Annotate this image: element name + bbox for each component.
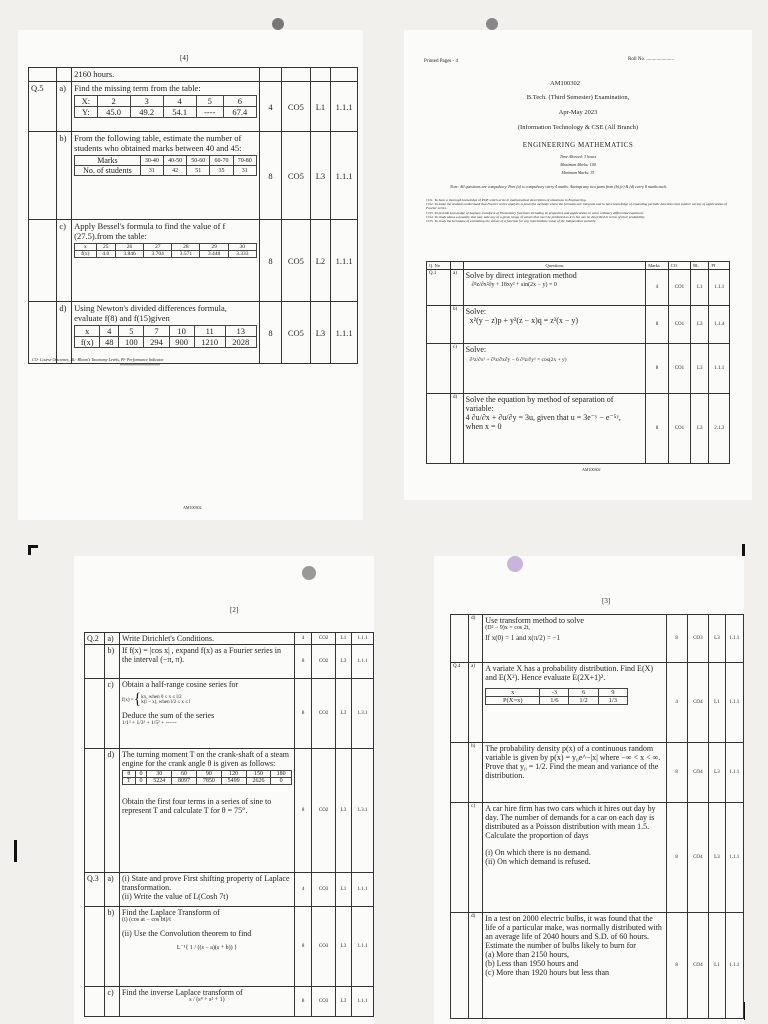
session: Apr-May 2023 — [558, 109, 598, 116]
equation: x²(y − z)p + y²(z − x)q = z²(x − y) — [469, 316, 579, 325]
question-table: 2160 hours. Q.5 a) Find the missing term from the table: X: 2 3 4 5 6 Y: 45.0 49.2 54.1 ---- 67.4 4 CO5 L1 1.1.1 b) From the following table, estimate the number of students who obtained marks between 40 and 45: Marks 30-40 40-50 50-60 60-70 70-80 No. of students 31 42 51 35 31 8 CO5 L3 1.1.1 c) Apply Bessel's formula to find the value of f (27.5).from the table: x 25 26 27 28 29 30 f(x) 4.0 3.846 3.704 3.571 3.448 3.333 8 CO5 L2 1.1.1 d) Using Newton's divided differences formula, evaluate f(8) and f(15)given x 4 5 7 10 11 13 f(x) 48 100 294 900 1210 2028 8 CO5 L3 1.1.1 — [28, 67, 358, 364]
data-table: Marks 30-40 40-50 50-60 60-70 70-80 No. of students 31 42 51 35 31 — [74, 155, 257, 176]
equation: (D² − 9)x = cos 2t, — [485, 625, 530, 631]
data-table: θ 0 30 60 90 120 150 180 T 0 5224 8097 7850 5499 2626 0 — [122, 770, 292, 785]
footnote: CO- Course Outcomes, BL- Bloom's Taxonomy Levels, PI- Performance Indicator — [32, 357, 164, 362]
branch: (Information Technology & CSE (All Branch) — [517, 124, 639, 131]
data-table: x 4 5 7 10 11 13 f(x) 48 100 294 900 1210 2028 — [74, 325, 257, 348]
question-table: Q. No Questions Marks CO BL PI Q.1 a) Solve by direct integration method ∂²z/∂x²∂y + 18xy² + sin(2x − y) = 0 4 CO1 L1 1.1.1 b) Solve: x²(y − z)p + y²(z − x)q = z²(x − y) 8 CO1 L3 1.1.4 c) Solve: ∂²z/∂x² + ∂²z/∂x∂y − 6 ∂²z/∂y² = cos(2x + y) 8 CO1 L3 1.1.1 d) Solve the equation by method of separation of variable: 4 ∂u/∂x + ∂u/∂y = 3u, given that u = 3e⁻ʸ − e⁻⁵ʸ, when x = 0 8 CO1 L3 2.1.3 — [426, 261, 730, 464]
hours-line: 2160 hours. — [72, 68, 260, 82]
punch-hole — [507, 556, 523, 572]
equation: ∂²z/∂x² + ∂²z/∂x∂y − 6 ∂²z/∂y² = cos(2x + y) — [469, 357, 567, 363]
page-number: [3] — [602, 597, 611, 605]
question-text: Find the missing term from the table: — [74, 83, 201, 93]
crop-mark — [742, 544, 745, 556]
question-table: d) Use transform method to solve (D² − 9)x = cos 2t, If x(0) = 1 and x(π/2) = −1 8 CO3 L3 1.1.1 Q.4 a) A variate X has a probability distribution. Find E(X) and E(X²). Hence evaluate E(2X+1)². x -3 6 9 P(X=x) 1/6 1/2 1/3 4 CO4 L1 1.1.1 b) The probability density p(x) of a continuous random variable is given by p(x) = y₀e^−|x| where −∞ < x < ∞. Prove that y₀ = 1/2. Find the mean and variance of the distribution. 8 CO4 L3 1.1.1 c) A car hire firm has two cars which it hires out day by day. The number of demands for a car on each day is distributed as a Poisson distribution with mean 1.5. Calculate the proportion of days (i) On which there is no demand. (ii) On which demand is refused. 8 CO4 L3 1.1.1 d) In a test on 2000 electric bulbs, it was found that the life of a particular make, was normally distributed with an average life of 2040 hours and S.D. of 60 hours. Estimate the number of bulbs likely to burn for (a) More than 2150 hours, (b) Less than 1950 hours and (c) More than 1920 hours but less than 8 CO4 L1 1.1.1 — [450, 614, 744, 1019]
question-text: Apply Bessel's formula to find the value of f (27.5).from the table: — [74, 221, 226, 241]
q-label: Q.5 — [29, 82, 57, 132]
footer-code: AM100302 — [582, 467, 601, 472]
data-table: X: 2 3 4 5 6 Y: 45.0 49.2 54.1 ---- 67.4 — [74, 95, 257, 118]
printed-pages: Printed Pages - 4 — [424, 59, 459, 64]
question-table: Q.2 a) Write Dirichlet's Conditions. 4 CO2 L1 1.1.1 b) If f(x) = |cos x| , expand f(x) as a Fourier series in the interval (−π, π). 8 CO2 L3 1.1.1 c) Obtain a half-range cosine series for f(x) = { kx, when 0 ≤ x ≤ l/2 k(l − x), when l/2 ≤ x ≤ l Deduce the sum of the series 1/1² + 1/3² + 1/5² + ------ 8 CO2 L3 1.3.1 d) The turning moment T on the crank-shaft of a steam engine for the crank angle θ is given as follows: θ 0 30 60 90 120 150 180 T 0 5224 8097 7850 5499 2626 0 Obtain the first four terms in a series of sine to represent T and calculate T for θ = 75°. 8 CO2 L3 1.3.1 Q.3 a) (i) State and prove First shifting property of Laplace transformation. (ii) Write the value of L(Cosh 7t) 4 CO3 L1 1.1.1 b) Find the Laplace Transform of (i) (cos at − cos bt)/t (ii) Use the Convolution theorem to find L⁻¹{ 1 / ((s − a)(s + b)) } 8 CO3 L3 1.1.1 c) Find the inverse Laplace transform of s / (s⁴ + s² + 1) 8 CO3 L3 1.1.1 — [84, 632, 374, 1017]
page-number: [4] — [180, 54, 189, 62]
page-bottom-right — [434, 556, 744, 1024]
question-text: From the following table, estimate the number of students who obtained marks between 40 and 45: — [74, 133, 242, 153]
paper-code: AM100302 — [550, 80, 580, 87]
page-top-right: Printed Pages - 4 Roll No. ...................... AM100302 B.Tech. (Third Semester) Examination, Apr-May 2023 (Information Technology & CSE (All Branch) ENGINEERING MATHEMATICS Time Allowed: 3 hours Maximum Marks: 100 Minimum Marks: 35 Note: All questions are compulsory. Part (a) is compulsory carry 4 marks. Attempt any two parts from (b),(c) & (d) carry 8 marks each. CO1. To have a thorough knowledge of PDE which arise in mathematical description of situations in Engineering. CO2. To make the students understand that Fourier series analysis is powerful methods where the formulas are integrals and to have knowledge of expanding periodic functions that explore variety of applications of Fourier series. CO3. To provide knowledge of Laplace transform of Elementary functions including its properties and applications to solve ordinary differential equations. CO4. To study about a quantity that may take any of a given range of values that can't be predicted as it is but can be described in terms of their probability. CO5. To study the technique of estimating the values of a function for any intermediate value of the independent variable. Q. No Questions Marks CO BL PI Q.1 a) Solve by direct integration method ∂²z/∂x²∂y + 18xy² + sin(2x − y) = 0 4 CO1 L1 1.1.1 b) Solve: x²(y − z)p + y²(z − x)q = z²(x − y) 8 CO1 L3 1.1.4 c) Solve: ∂²z/∂x² + ∂²z/∂x∂y − 6 ∂²z/∂y² = cos(2x + y) 8 CO1 L3 1.1.1 d) Solve the equation by method of separation of variable: 4 ∂u/∂x + ∂u/∂y = 3u, given that u = 3e⁻ʸ − e⁻⁵ʸ, when x = 0 8 CO1 L3 2.1.3 AM100302 — [404, 30, 752, 500]
note: Note: All questions are compulsory. Part (a) is compulsory carry 4 marks. Attempt any two parts from (b),(c) & (d) carry 8 marks each. — [450, 184, 668, 189]
page-top-left — [18, 30, 363, 520]
subject: ENGINEERING MATHEMATICS — [522, 141, 634, 149]
data-table: x -3 6 9 P(X=x) 1/6 1/2 1/3 — [485, 688, 628, 705]
page-number: [2] — [230, 606, 239, 614]
exam-title: B.Tech. (Third Semester) Examination, — [526, 94, 630, 101]
roll-no: Roll No. ...................... — [628, 57, 674, 62]
co-list: CO1. To have a thorough knowledge of PDE which arise in mathematical description of situations in Engineering. CO2. To make the students understand that Fourier series analysis is powerful methods where the formulas are integrals and to have knowledge of expanding periodic functions that explore variety of applications of Fourier series. CO3. To provide knowledge of Laplace transform of Elementary functions including its properties and applications to solve ordinary differential equations. CO4. To study about a quantity that may take any of a given range of values that can't be predicted as it is but can be described in terms of their probability. CO5. To study the technique of estimating the values of a function for any intermediate value of the independent variable. — [426, 198, 728, 224]
page-bottom-left — [74, 556, 374, 1024]
punch-hole — [302, 566, 316, 580]
punch-hole — [486, 18, 498, 30]
question-text: Using Newton's divided differences formula, evaluate f(8) and f(15)given — [74, 303, 227, 323]
punch-hole — [272, 18, 284, 30]
crop-mark — [28, 545, 31, 555]
stars-line: ******************** — [120, 363, 160, 368]
equation: ∂²z/∂x²∂y + 18xy² + sin(2x − y) = 0 — [471, 282, 557, 288]
equation: 4 ∂u/∂x + ∂u/∂y = 3u, given that u = 3e⁻ʸ − e⁻⁵ʸ, — [465, 413, 621, 422]
data-table: x 25 26 27 28 29 30 f(x) 4.0 3.846 3.704 3.571 3.448 3.333 — [74, 243, 257, 258]
crop-mark — [14, 840, 17, 862]
footer-code: AM100302 — [183, 505, 202, 510]
